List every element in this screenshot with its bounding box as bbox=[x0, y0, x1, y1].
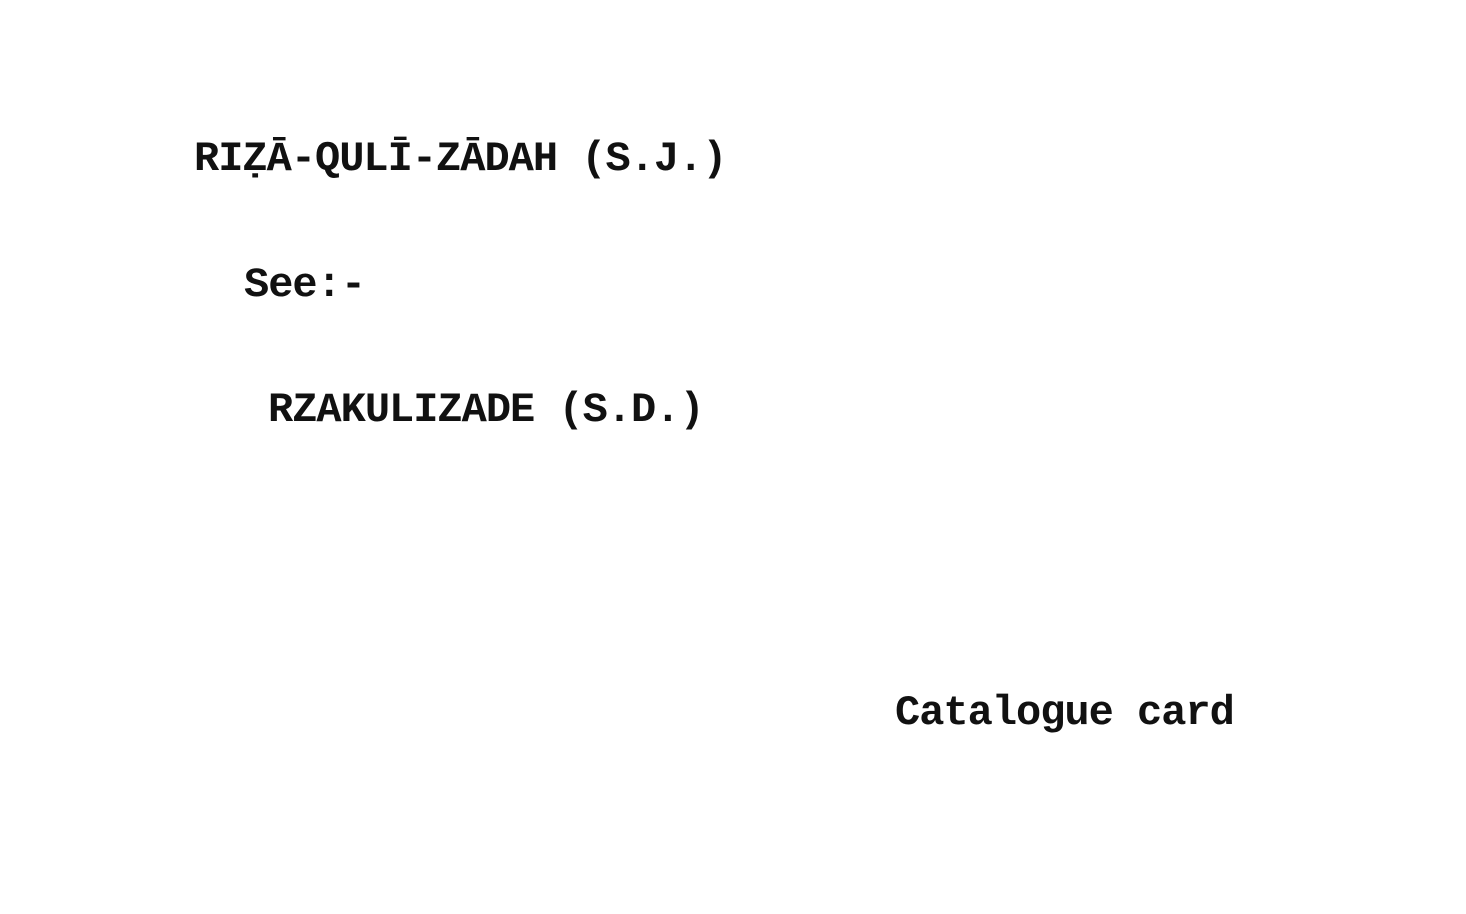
heading-entry: RIẒĀ-QULĪ-ZĀDAH (S.J.) bbox=[194, 135, 727, 183]
cross-reference-entry: RZAKULIZADE (S.D.) bbox=[268, 386, 704, 434]
see-reference-label: See:- bbox=[244, 261, 366, 309]
catalogue-card-label: Catalogue card bbox=[895, 689, 1234, 737]
